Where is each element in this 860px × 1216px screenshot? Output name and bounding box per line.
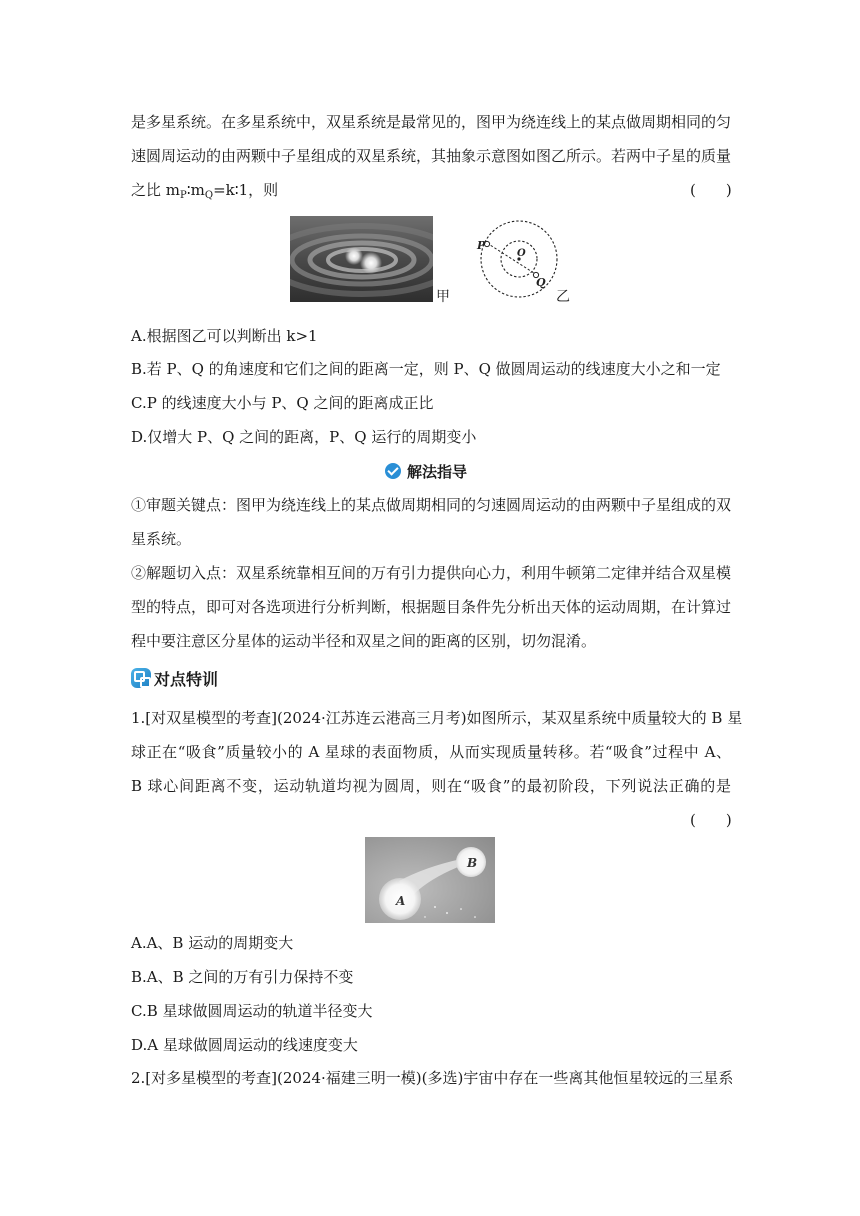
guide-heading: 解法指导: [385, 460, 467, 482]
point-label-o: O: [517, 248, 526, 259]
option-c: C.P 的线速度大小与 P、Q 之间的距离成正比: [131, 394, 434, 412]
orbit-diagram: [474, 216, 560, 302]
neutron-star-merger-image: [290, 216, 433, 302]
point-label-q: Q: [536, 276, 546, 289]
q1-line-1: 1.[对双星模型的考查](2024·江苏连云港高三月考)如图所示，某双星系统中质量较大的 B 星: [131, 709, 743, 727]
q1-option-a: A.A、B 运动的周期变大: [131, 934, 294, 952]
mass-transfer-image: [365, 837, 495, 923]
link-icon: [131, 668, 151, 688]
point-label-p: P: [477, 239, 486, 252]
star-label-a: A: [396, 894, 406, 908]
option-b: B.若 P、Q 的角速度和它们之间的距离一定，则 P、Q 做圆周运动的线速度大小之和一定: [131, 360, 721, 378]
q1-option-b: B.A、B 之间的万有引力保持不变: [131, 968, 354, 986]
training-heading: 对点特训: [131, 665, 218, 691]
intro-line-3: 之比 $m_P∶m_Q=k∶1$，则: [131, 181, 279, 201]
guide-p2-line-1: ②解题切入点：双星系统靠相互间的万有引力提供向心力，利用牛顿第二定律并结合双星模: [131, 564, 732, 582]
q1-line-2: 球正在“吸食”质量较小的 A 星球的表面物质，从而实现质量转移。若“吸食”过程中 A、: [131, 743, 731, 761]
q1-line-3: B 球心间距离不变，运动轨道均视为圆周，则在“吸食”的最初阶段，下列说法正确的是: [131, 777, 731, 795]
star-label-b: B: [467, 856, 478, 870]
check-circle-icon: [385, 463, 401, 479]
intro-line-1: 是多星系统。在多星系统中，双星系统是最常见的，图甲为绕连线上的某点做周期相同的匀: [131, 113, 732, 131]
guide-p2-line-3: 程中要注意区分星体的运动半径和双星之间的距离的区别，切勿混淆。: [131, 632, 597, 650]
intro-line-2: 速圆周运动的由两颗中子星组成的双星系统，其抽象示意图如图乙所示。若两中子星的质量: [131, 147, 732, 165]
option-d: D.仅增大 P、Q 之间的距离，P、Q 运行的周期变小: [131, 428, 477, 446]
q1-option-d: D.A 星球做圆周运动的线速度变大: [131, 1036, 358, 1054]
q2-line-1: 2.[对多星模型的考查](2024·福建三明一模)(多选)宇宙中存在一些离其他恒星较远的三星系: [131, 1069, 734, 1087]
guide-p2-line-2: 型的特点，即可对各选项进行分析判断，根据题目条件先分析出天体的运动周期，在计算过: [131, 598, 732, 616]
figure-label-jia: 甲: [436, 289, 450, 305]
q1-option-c: C.B 星球做圆周运动的轨道半径变大: [131, 1002, 373, 1020]
guide-p1-line-1: ①审题关键点：图甲为绕连线上的某点做周期相同的匀速圆周运动的由两颗中子星组成的双: [131, 496, 732, 514]
guide-p1-line-2: 星系统。: [131, 530, 192, 548]
figure-label-yi: 乙: [556, 289, 570, 305]
option-a: A.根据图乙可以判断出 k>1: [131, 327, 318, 345]
answer-parentheses: ( ): [690, 181, 732, 199]
q1-answer-parentheses: ( ): [690, 811, 732, 829]
